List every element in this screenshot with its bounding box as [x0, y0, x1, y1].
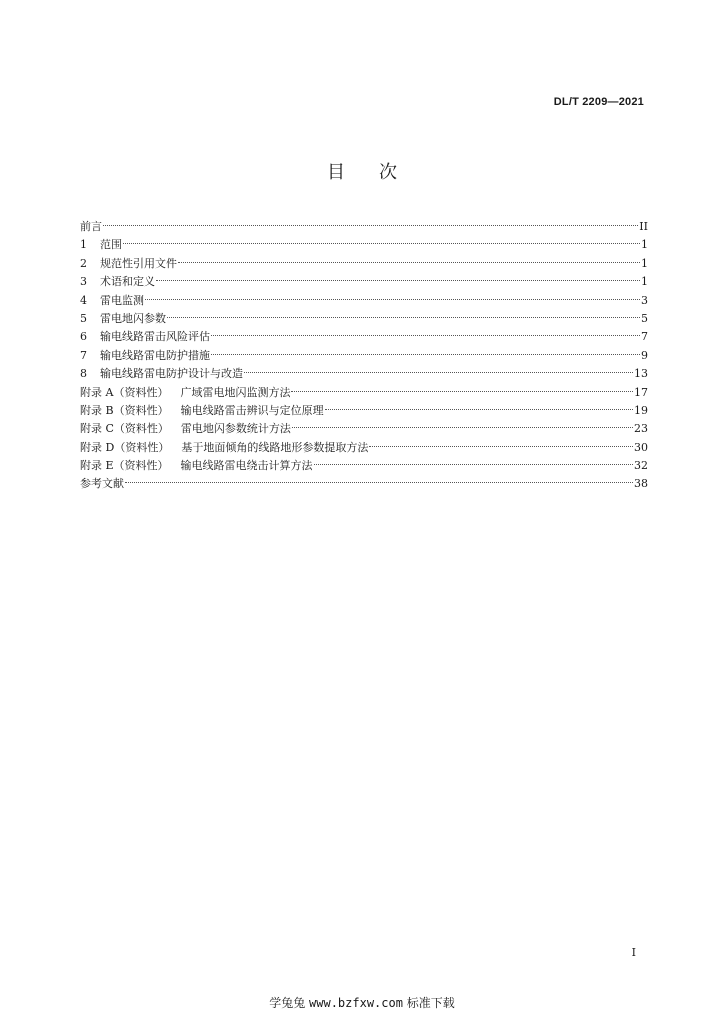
toc-entry-label: 附录 B（资料性） [80, 403, 169, 417]
toc-entry-page: 19 [634, 403, 648, 417]
toc-entry-number: 4 [80, 293, 87, 307]
toc-entry-page: 1 [641, 256, 648, 270]
toc-entry-label: 附录 D（资料性） [80, 440, 170, 454]
toc-entry-preface[interactable] [80, 218, 648, 236]
dot-leader [369, 446, 633, 447]
toc-entry-number: 3 [80, 275, 87, 289]
toc-entry-label: 雷电监测 [100, 293, 144, 307]
dot-leader [156, 280, 640, 281]
toc-entry-appendix-c[interactable] [80, 420, 648, 438]
toc-title-part1: 目 [327, 162, 345, 183]
toc-entry-page: 3 [641, 293, 648, 307]
footer-url[interactable]: www.bzfxw.com [309, 996, 403, 1010]
toc-entry-subtitle: 输电线路雷击辨识与定位原理 [180, 403, 324, 417]
toc-entry-label: 输电线路雷击风险评估 [100, 330, 210, 344]
footer-watermark [0, 994, 724, 1011]
toc-entry-6[interactable] [80, 328, 648, 346]
toc-entry-label: 前言 [80, 220, 102, 233]
toc-entry-label: 范围 [100, 238, 122, 252]
dot-leader [125, 482, 633, 483]
toc-entry-label: 雷电地闪参数 [100, 311, 166, 325]
dot-leader [211, 354, 640, 355]
toc-entry-number: 1 [80, 238, 87, 252]
toc-entry-appendix-a[interactable] [80, 384, 648, 402]
footer-slogan: 标准下载 [406, 996, 455, 1010]
toc-entry-page: 5 [641, 311, 648, 325]
toc-entry-4[interactable] [80, 292, 648, 310]
toc-entry-page: 1 [641, 275, 648, 289]
table-of-contents [80, 218, 648, 494]
dot-leader [145, 299, 640, 300]
footer-site-name: 学兔兔 [269, 996, 306, 1010]
toc-entry-references[interactable] [80, 475, 648, 493]
toc-entry-label: 输电线路雷电防护设计与改造 [100, 367, 243, 381]
toc-entry-8[interactable] [80, 365, 648, 383]
dot-leader [244, 372, 633, 373]
dot-leader [325, 409, 633, 410]
toc-entry-page: 13 [634, 367, 648, 381]
dot-leader [178, 262, 640, 263]
toc-entry-label: 术语和定义 [100, 275, 155, 289]
toc-title [0, 158, 724, 184]
toc-entry-1[interactable] [80, 236, 648, 254]
dot-leader [211, 335, 640, 336]
toc-entry-label: 输电线路雷电防护措施 [100, 348, 210, 362]
document-code: DL/T 2209—2021 [553, 96, 644, 108]
toc-entry-2[interactable] [80, 255, 648, 273]
toc-entry-page: 23 [634, 422, 648, 436]
toc-entry-page: 32 [634, 459, 648, 473]
toc-entry-page: 17 [634, 385, 648, 399]
toc-entry-number: 6 [80, 330, 87, 344]
toc-entry-page: 38 [634, 477, 648, 491]
toc-entry-7[interactable] [80, 347, 648, 365]
toc-entry-page: II [639, 220, 648, 233]
toc-entry-number: 8 [80, 367, 87, 381]
toc-entry-label: 附录 C（资料性） [80, 422, 169, 436]
toc-entry-3[interactable] [80, 273, 648, 291]
toc-entry-number: 2 [80, 256, 87, 270]
toc-entry-appendix-b[interactable] [80, 402, 648, 420]
toc-entry-page: 1 [641, 238, 648, 252]
toc-entry-label: 规范性引用文件 [100, 256, 177, 270]
page-number: I [631, 946, 636, 959]
toc-entry-number: 5 [80, 311, 87, 325]
toc-entry-appendix-d[interactable] [80, 439, 648, 457]
toc-entry-subtitle: 广域雷电地闪监测方法 [180, 385, 291, 399]
dot-leader [123, 243, 640, 244]
toc-entry-label: 参考文献 [80, 477, 124, 491]
toc-entry-subtitle: 输电线路雷电绕击计算方法 [180, 459, 313, 473]
dot-leader [167, 317, 640, 318]
toc-entry-subtitle: 雷电地闪参数统计方法 [180, 422, 291, 436]
toc-entry-page: 30 [634, 440, 648, 454]
toc-entry-number: 7 [80, 348, 87, 362]
toc-title-part2: 次 [379, 162, 397, 183]
toc-entry-appendix-e[interactable] [80, 457, 648, 475]
toc-entry-label: 附录 E（资料性） [80, 459, 169, 473]
dot-leader [103, 225, 638, 226]
dot-leader [291, 391, 633, 392]
dot-leader [314, 464, 633, 465]
toc-entry-page: 9 [641, 348, 648, 362]
toc-entry-5[interactable] [80, 310, 648, 328]
toc-entry-label: 附录 A（资料性） [80, 385, 169, 399]
toc-entry-subtitle: 基于地面倾角的线路地形参数提取方法 [181, 440, 369, 454]
dot-leader [292, 427, 633, 428]
toc-entry-page: 7 [641, 330, 648, 344]
